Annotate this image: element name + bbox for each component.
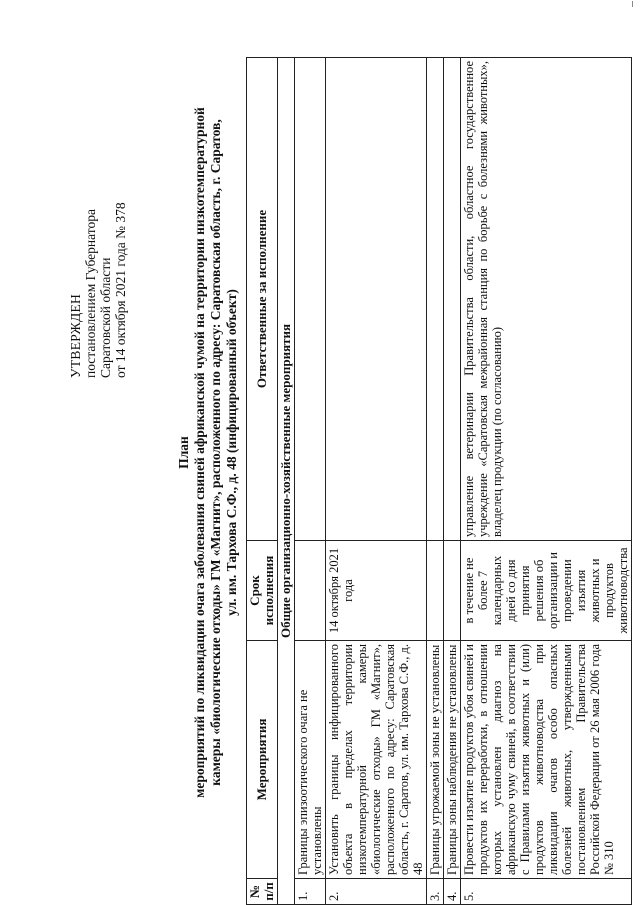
- row-responsible: [444, 58, 461, 541]
- row-responsible: управление ветеринарии Правительства области, областное государственное учреждение «Саратовская межрайонная станция по борьбе с болезнями животных», владелец продукции (по согласованию): [461, 58, 632, 541]
- table-row: [427, 58, 444, 905]
- row-term: [444, 541, 461, 641]
- page-corner-mark: [628, 1, 633, 7]
- row-term: в течение не более 7 календарных дней со дня принятия решения об организации и проведении изъятия животных и продуктов животноводства: [461, 541, 632, 641]
- header-num: № п/п: [247, 879, 278, 905]
- row-action: Границы зоны наблюдения не установлены: [444, 641, 461, 879]
- table-header-row: [247, 58, 278, 905]
- title-line: ул. им. Тархова С.Ф., д. 48 (инфицированный объект): [224, 289, 239, 616]
- row-action: Границы угрожаемой зоны не установлены: [427, 641, 444, 879]
- approval-line: постановлением Губернатора: [83, 209, 98, 378]
- row-responsible: [326, 58, 427, 541]
- title-line: мероприятий по ликвидации очага заболевания свиней африканской чумой на территории низкотемпературной: [192, 107, 207, 798]
- approval-line: Саратовской области: [98, 257, 113, 378]
- approval-heading: УТВЕРЖДЕН: [68, 293, 83, 378]
- row-action: Установить границы инфицированного объекта в пределах территории низкотемпературной камеры «биологические отходы» ГМ «Магнит», расположенного по адресу: Саратовская область, г. Саратов, ул. им. Тархова С.Ф., д. 48: [326, 641, 427, 879]
- row-responsible: [295, 58, 326, 541]
- row-num: 5.: [461, 879, 632, 905]
- approval-stamp: [68, 202, 128, 378]
- approval-date: от 14 октября 2021 года № 378: [113, 202, 128, 378]
- row-responsible: [427, 58, 444, 541]
- section-title: Общие организационно-хозяйственные мероприятия: [278, 58, 295, 905]
- row-term: 14 октября 2021 года: [326, 541, 427, 641]
- header-action: Мероприятия: [247, 641, 278, 879]
- header-responsible: Ответственные за исполнение: [247, 58, 278, 541]
- table-row: [461, 58, 632, 905]
- row-term: [427, 541, 444, 641]
- row-action: Границы эпизоотического очага не установлены: [295, 641, 326, 879]
- row-term: [295, 541, 326, 641]
- header-term: Срок исполнения: [247, 541, 278, 641]
- section-row: [278, 58, 295, 905]
- table-row: [326, 58, 427, 905]
- row-num: 4.: [444, 879, 461, 905]
- table-row: [444, 58, 461, 905]
- plan-table: [246, 57, 632, 905]
- row-num: 3.: [427, 879, 444, 905]
- row-action: Провести изъятие продуктов убоя свиней и продуктов их переработки, в отношении которых установлен диагноз на африканскую чуму свиней, в соответствии с Правилами изъятия животных и (или) продуктов животноводства при ликвидации очагов особо опасных болезней животных, утвержденными постановлением Правительства Российской Федерации от 26 мая 2006 года № 310: [461, 641, 632, 879]
- title-main: План: [176, 436, 191, 469]
- row-num: 2.: [326, 879, 427, 905]
- title-line: камеры «биологические отходы» ГМ «Магнит», расположенного по адресу: Саратовская область, г. Саратов,: [208, 119, 223, 786]
- row-num: 1.: [295, 879, 326, 905]
- document-title: [176, 40, 240, 865]
- table-row: [295, 58, 326, 905]
